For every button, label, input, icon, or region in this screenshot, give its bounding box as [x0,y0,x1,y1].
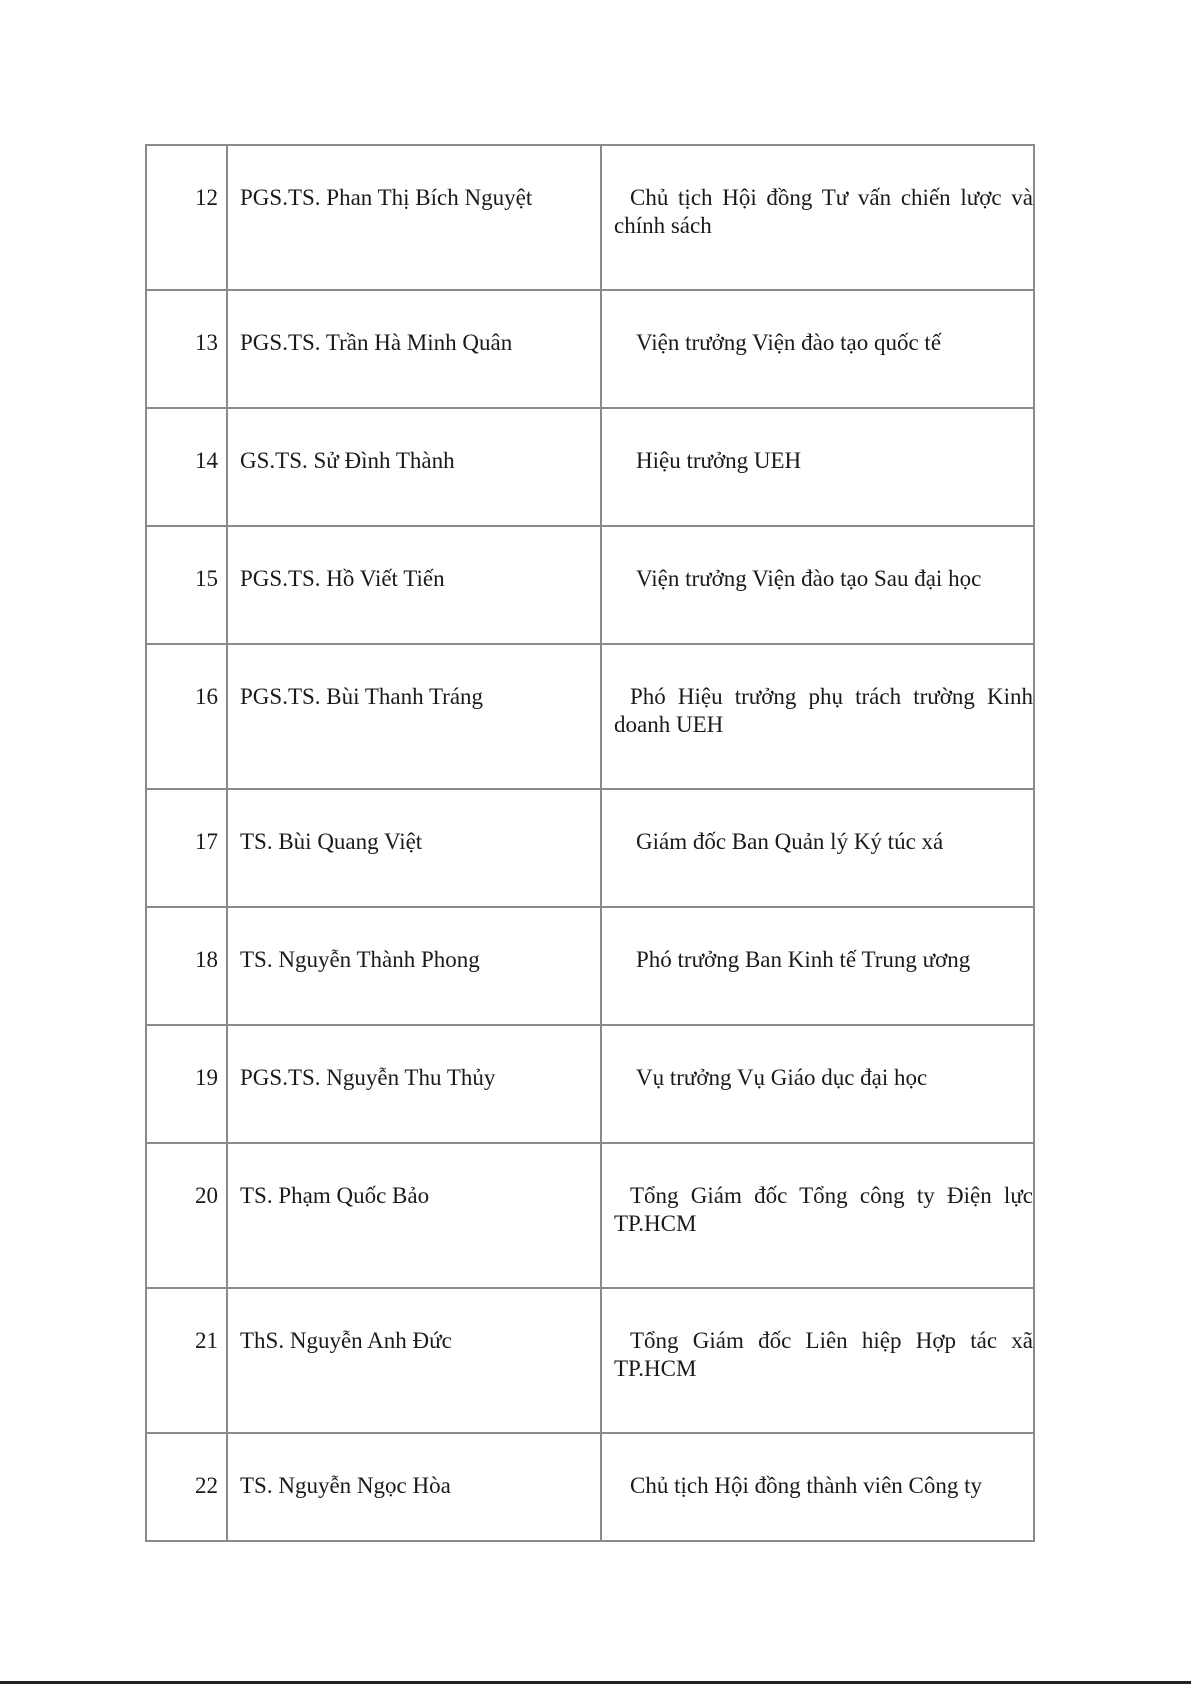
member-name: TS. Bùi Quang Việt [227,789,601,907]
table-row [146,1433,1034,1541]
member-position: Vụ trưởng Vụ Giáo dục đại học [601,1025,1034,1143]
member-position: Phó trưởng Ban Kinh tế Trung ương [601,907,1034,1025]
member-name: PGS.TS. Hồ Viết Tiến [227,526,601,644]
member-position: Viện trưởng Viện đào tạo quốc tế [601,290,1034,408]
table-row [146,907,1034,1025]
row-number: 19 [146,1025,227,1143]
member-name: TS. Phạm Quốc Bảo [227,1143,601,1288]
row-number: 13 [146,290,227,408]
row-number: 17 [146,789,227,907]
table-row [146,408,1034,526]
member-name: PGS.TS. Nguyễn Thu Thủy [227,1025,601,1143]
member-position: Hiệu trưởng UEH [601,408,1034,526]
member-name: TS. Nguyễn Ngọc Hòa [227,1433,601,1541]
table-row [146,1025,1034,1143]
member-position: Tổng Giám đốc Tổng công ty Điện lực TP.HCM [601,1143,1034,1288]
member-position: Phó Hiệu trưởng phụ trách trường Kinh doanh UEH [601,644,1034,789]
row-number: 15 [146,526,227,644]
row-number: 12 [146,145,227,290]
page-bottom-rule [0,1681,1191,1684]
table-row [146,290,1034,408]
member-name: PGS.TS. Trần Hà Minh Quân [227,290,601,408]
member-name: TS. Nguyễn Thành Phong [227,907,601,1025]
member-position: Viện trưởng Viện đào tạo Sau đại học [601,526,1034,644]
member-position: Giám đốc Ban Quản lý Ký túc xá [601,789,1034,907]
table-row [146,789,1034,907]
member-position: Chủ tịch Hội đồng Tư vấn chiến lược và chính sách [601,145,1034,290]
table-row [146,526,1034,644]
table-row [146,1288,1034,1433]
member-table [145,144,1035,1542]
row-number: 14 [146,408,227,526]
member-position: Tổng Giám đốc Liên hiệp Hợp tác xã TP.HCM [601,1288,1034,1433]
member-name: PGS.TS. Bùi Thanh Tráng [227,644,601,789]
member-name: ThS. Nguyễn Anh Đức [227,1288,601,1433]
row-number: 21 [146,1288,227,1433]
table-row [146,1143,1034,1288]
row-number: 22 [146,1433,227,1541]
table-row [146,145,1034,290]
table-row [146,644,1034,789]
row-number: 20 [146,1143,227,1288]
row-number: 18 [146,907,227,1025]
member-position: Chủ tịch Hội đồng thành viên Công ty [601,1433,1034,1541]
member-name: PGS.TS. Phan Thị Bích Nguyệt [227,145,601,290]
row-number: 16 [146,644,227,789]
member-name: GS.TS. Sử Đình Thành [227,408,601,526]
